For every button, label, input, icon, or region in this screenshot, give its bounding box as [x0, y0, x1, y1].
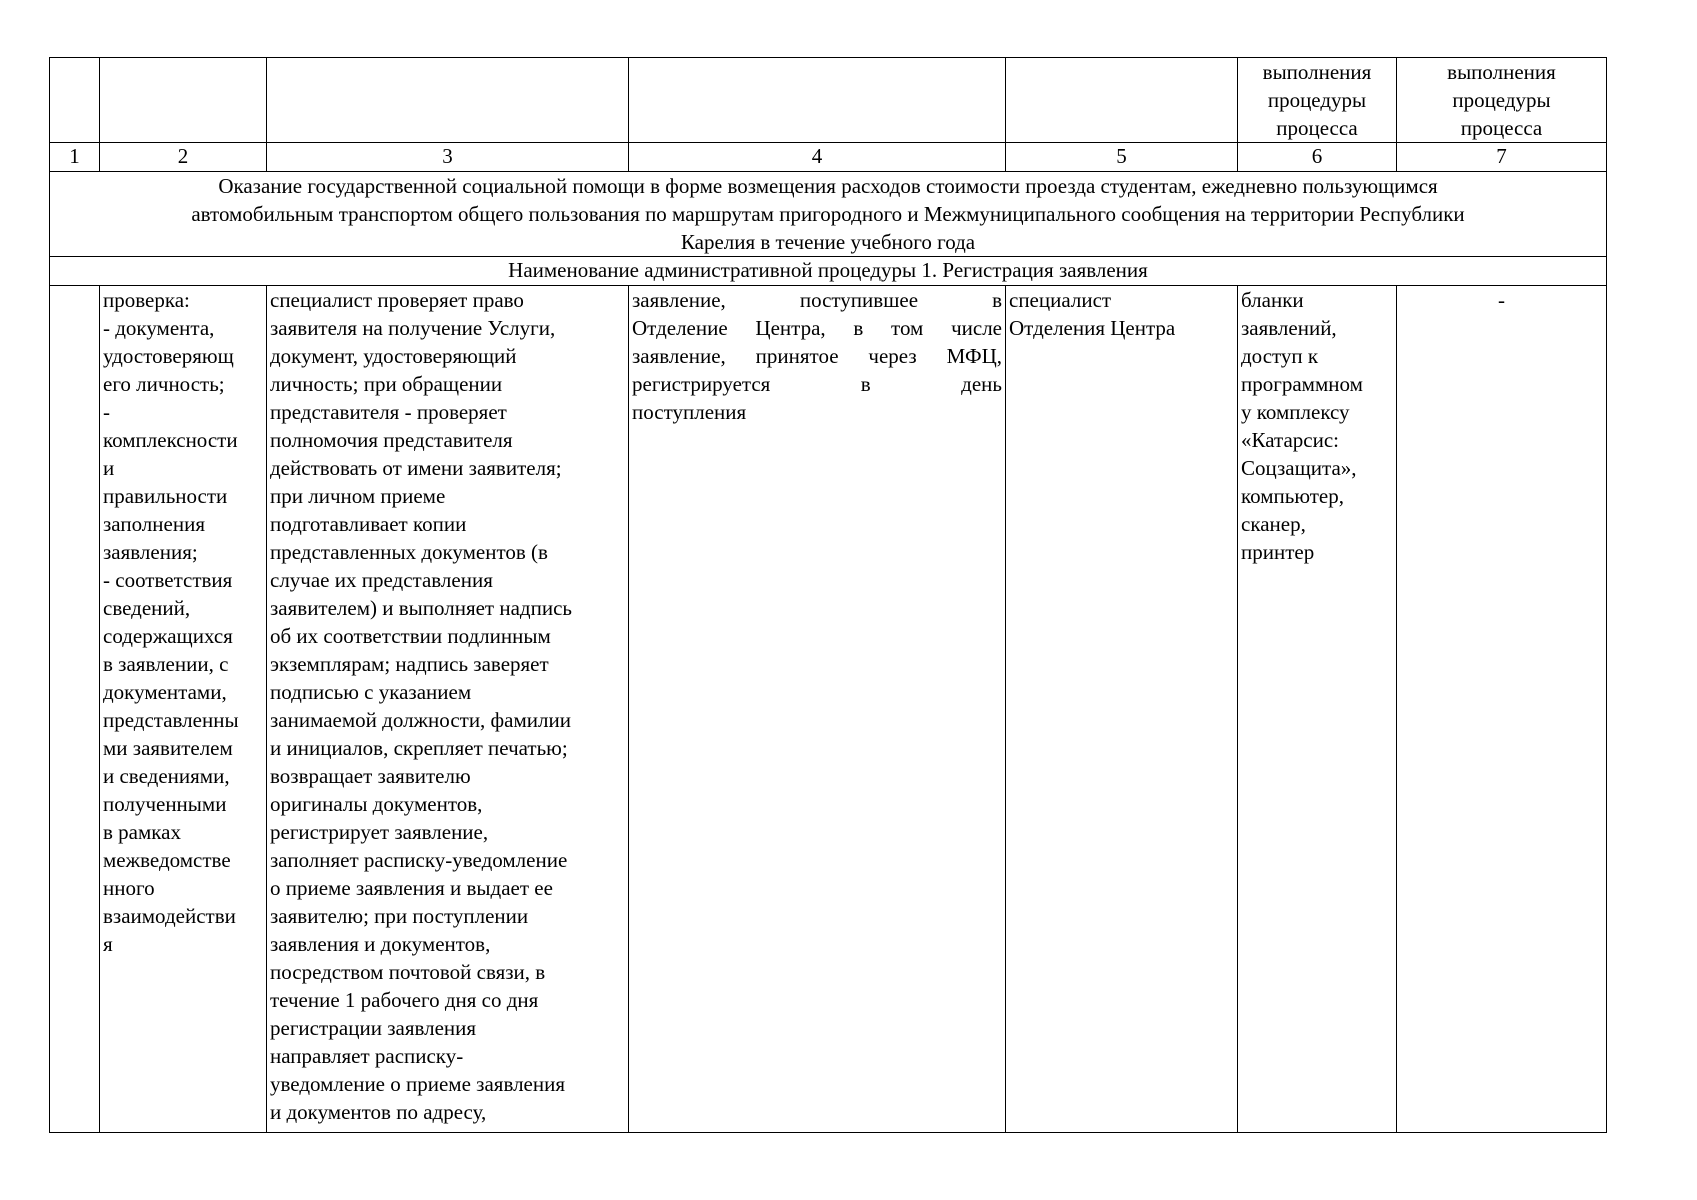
row-cell-3: специалист проверяет право заявителя на получение Услуги, документ, удостоверяющий личность; при обращении представителя - проверяет полномочия представителя действовать от имени заявителя; при личном приеме подготавливает копии представленных документов (в случае их представления заявителем) и выполняет надпись об их соответствии подлинным экземплярам; надпись заверяет подписью с указанием занимаемой должности, фамилии и инициалов, скрепляет печатью; возвращает заявителю оригиналы документов, регистрирует заявление, заполняет расписку-уведомление о приеме заявления и выдает ее заявителю; при поступлении заявления и документов, посредством почтовой связи, в течение 1 рабочего дня со дня регистрации заявления направляет расписку- уведомление о приеме заявления и документов по адресу, [267, 286, 629, 1133]
row-cell-4-line-1: заявление, поступившее в [632, 288, 1002, 312]
procedure-title: Наименование административной процедуры 1. Регистрация заявления [50, 257, 1607, 286]
row-cell-7: - [1397, 286, 1607, 1133]
header-cell-2 [100, 58, 267, 143]
column-number-1: 1 [50, 143, 100, 172]
table-row [50, 286, 1607, 1133]
header-cell-6: выполнения процедуры процесса [1238, 58, 1397, 143]
column-number-6: 6 [1238, 143, 1397, 172]
service-title: Оказание государственной социальной помощи в форме возмещения расходов стоимости проезда студентам, ежедневно пользующимся автомобильным транспортом общего пользования по маршрутам пригородного и Межмуниципального сообщения на территории Республики Карелия в течение учебного года [50, 172, 1607, 257]
header-cell-5 [1006, 58, 1238, 143]
service-title-row [50, 172, 1607, 257]
header-cell-7: выполнения процедуры процесса [1397, 58, 1607, 143]
column-number-7: 7 [1397, 143, 1607, 172]
column-numbers-row [50, 143, 1607, 172]
row-cell-1 [50, 286, 100, 1133]
table-header-row [50, 58, 1607, 143]
column-number-3: 3 [267, 143, 629, 172]
header-cell-4 [629, 58, 1006, 143]
row-cell-4-line-2: Отделение Центра, в том числе [632, 316, 1002, 340]
row-cell-4-line-5: поступления [632, 400, 747, 424]
row-cell-6: бланки заявлений, доступ к программном у комплексу «Катарсис: Соцзащита», компьютер, сканер, принтер [1238, 286, 1397, 1133]
header-cell-3 [267, 58, 629, 143]
column-number-2: 2 [100, 143, 267, 172]
row-cell-2: проверка: - документа, удостоверяющ его личность; - комплексности и правильности заполнения заявления; - соответствия сведений, содержащихся в заявлении, с документами, представленны ми заявителем и сведениями, полученными в рамках межведомстве нного взаимодействи я [100, 286, 267, 1133]
column-number-4: 4 [629, 143, 1006, 172]
row-cell-4-line-4: регистрируется в день [632, 372, 1002, 396]
row-cell-4 [629, 286, 1006, 1133]
header-cell-1 [50, 58, 100, 143]
column-number-5: 5 [1006, 143, 1238, 172]
row-cell-5: специалист Отделения Центра [1006, 286, 1238, 1133]
document-table [49, 57, 1607, 1133]
procedure-title-row [50, 257, 1607, 286]
row-cell-4-line-3: заявление, принятое через МФЦ, [632, 344, 1002, 368]
